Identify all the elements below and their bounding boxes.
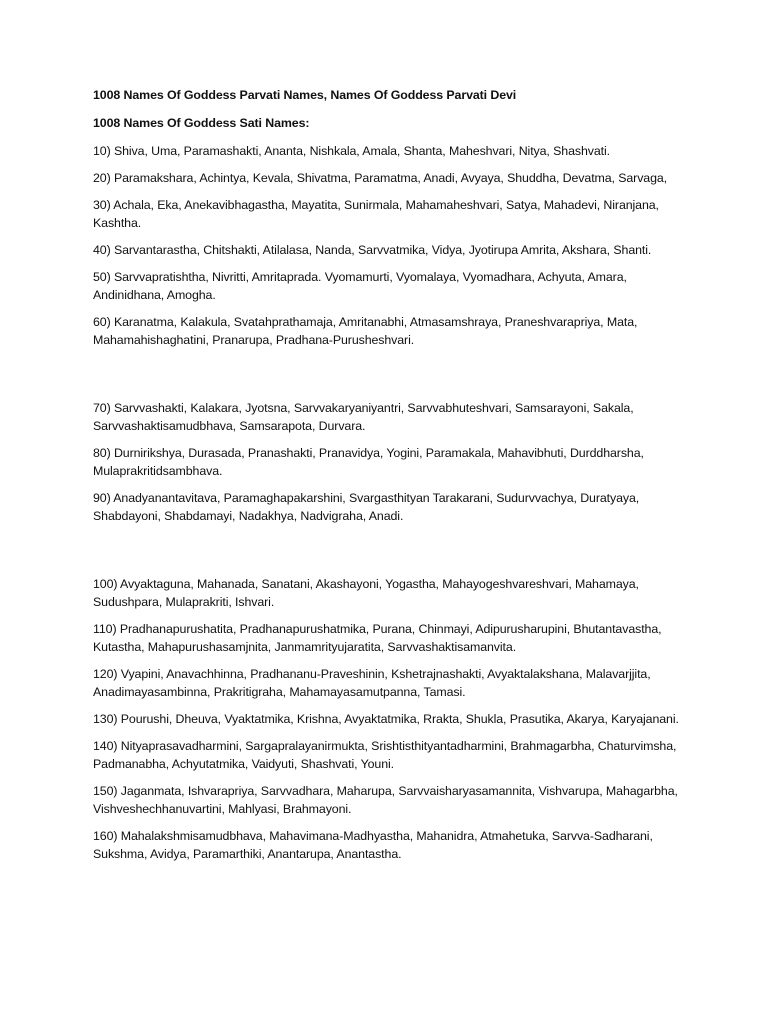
- name-list-entry-130: 130) Pourushi, Dheuva, Vyaktatmika, Krishna, Avyaktatmika, Rrakta, Shukla, Prasutika, Akarya, Karyajanani.: [93, 712, 679, 726]
- document-subtitle: 1008 Names Of Goddess Sati Names:: [93, 116, 310, 130]
- name-list-entry-10: 10) Shiva, Uma, Paramashakti, Ananta, Nishkala, Amala, Shanta, Maheshvari, Nitya, Shashvati.: [93, 144, 610, 158]
- name-list-entry-110: 110) Pradhanapurushatita, Pradhanapurushatmika, Purana, Chinmayi, Adipurusharupini, Bhutantavastha, Kutastha, Mahapurushasamjnita, Janmamrityujaratita, Sarvvashaktisamanvita.: [93, 622, 662, 654]
- name-list-entry-20: 20) Paramakshara, Achintya, Kevala, Shivatma, Paramatma, Anadi, Avyaya, Shuddha, Devatma, Sarvaga,: [93, 171, 668, 185]
- name-list-entry-140: 140) Nityaprasavadharmini, Sargapralayanirmukta, Srishtisthityantadharmini, Brahmagarbha, Chaturvimsha, Padmanabha, Achyutatmika, Vaidyuti, Shashvati, Youni.: [93, 739, 677, 771]
- name-list-entry-100: 100) Avyaktaguna, Mahanada, Sanatani, Akashayoni, Yogastha, Mahayogeshvareshvari, Mahamaya, Sudushpara, Mulaprakriti, Ishvari.: [93, 577, 639, 609]
- name-list-entry-50: 50) Sarvvapratishtha, Nivritti, Amritaprada. Vyomamurti, Vyomalaya, Vyomadhara, Achyuta, Amara, Andinidhana, Amogha.: [93, 270, 627, 302]
- name-list-entry-60: 60) Karanatma, Kalakula, Svatahprathamaja, Amritanabhi, Atmasamshraya, Praneshvarapriya, Mata, Mahamahishaghatini, Pranarupa, Pradhana-Purusheshvari.: [93, 315, 638, 347]
- name-list-entry-150: 150) Jaganmata, Ishvarapriya, Sarvvadhara, Maharupa, Sarvvaisharyasamannita, Vishvarupa, Mahagarbha, Vishveshechhanuvartini, Mahlyasi, Brahmayoni.: [93, 784, 678, 816]
- paragraph-gap: [93, 358, 683, 399]
- document-title: 1008 Names Of Goddess Parvati Names, Names Of Goddess Parvati Devi: [93, 88, 517, 102]
- name-list-entry-90: 90) Anadyanantavitava, Paramaghapakarshini, Svargasthityan Tarakarani, Sudurvvachya, Duratyaya, Shabdayoni, Shabdamayi, Nadakhya, Nadvigraha, Anadi.: [93, 491, 640, 523]
- name-list-entry-70: 70) Sarvvashakti, Kalakara, Jyotsna, Sarvvakaryaniyantri, Sarvvabhuteshvari, Samsarayoni, Sakala, Sarvvashaktisamudbhava, Samsarapota, Durvara.: [93, 401, 634, 433]
- paragraph-gap: [93, 534, 683, 575]
- document-page: [93, 86, 683, 872]
- name-list-entry-160: 160) Mahalakshmisamudbhava, Mahavimana-Madhyastha, Mahanidra, Atmahetuka, Sarvva-Sadharani, Sukshma, Avidya, Paramarthiki, Anantarupa, Anantastha.: [93, 829, 653, 861]
- name-list-entry-80: 80) Durnirikshya, Durasada, Pranashakti, Pranavidya, Yogini, Paramakala, Mahavibhuti, Durddharsha, Mulaprakritidsambhava.: [93, 446, 644, 478]
- name-list-entry-120: 120) Vyapini, Anavachhinna, Pradhananu-Praveshinin, Kshetrajnashakti, Avyaktalakshana, Malavarjjita, Anadimayasambinna, Prakritigraha, Mahamayasamutpanna, Tamasi.: [93, 667, 651, 699]
- name-list-entry-30: 30) Achala, Eka, Anekavibhagastha, Mayatita, Sunirmala, Mahamaheshvari, Satya, Mahadevi, Niranjana, Kashtha.: [93, 198, 659, 230]
- name-list-entry-40: 40) Sarvantarastha, Chitshakti, Atilalasa, Nanda, Sarvvatmika, Vidya, Jyotirupa Amrita, Akshara, Shanti.: [93, 243, 652, 257]
